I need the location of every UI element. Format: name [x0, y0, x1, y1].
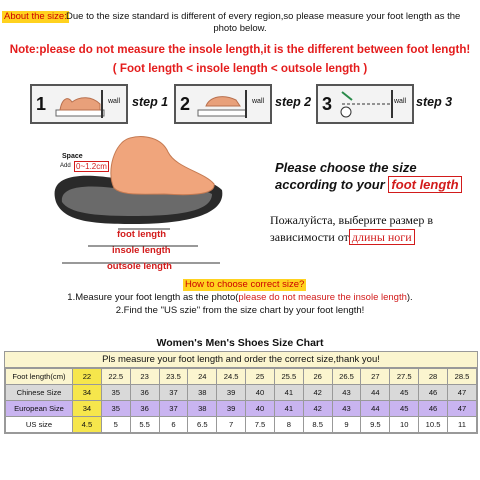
- size-chart-table: [5, 368, 477, 433]
- size-cell: 35: [101, 401, 130, 417]
- size-cell: 27.5: [390, 369, 419, 385]
- size-cell: 36: [130, 401, 159, 417]
- size-cell: 43: [332, 401, 361, 417]
- measure-step1-suffix: ).: [406, 292, 413, 303]
- size-cell: 8.5: [303, 417, 332, 433]
- measure-step1-warning: please do not measure the insole length: [238, 292, 407, 303]
- size-cell: 47: [447, 401, 476, 417]
- choose-size-subheading: [275, 177, 462, 192]
- size-row: [6, 385, 477, 401]
- size-cell: 9.5: [361, 417, 390, 433]
- ruler-measure-icon: [338, 90, 394, 118]
- size-cell: 22.5: [101, 369, 130, 385]
- size-cell: 24.5: [217, 369, 246, 385]
- size-cell: 27: [361, 369, 390, 385]
- size-cell: 25: [246, 369, 275, 385]
- size-cell: 42: [303, 385, 332, 401]
- step-3-panel: [316, 84, 414, 124]
- step-1-number: 1: [36, 94, 47, 114]
- size-row: [6, 417, 477, 433]
- size-cell: 41: [274, 385, 303, 401]
- size-cell: 10: [390, 417, 419, 433]
- size-cell: 25.5: [274, 369, 303, 385]
- size-chart: [4, 351, 478, 434]
- size-cell: 35: [101, 385, 130, 401]
- size-cell: 23.5: [159, 369, 188, 385]
- hand-marking-icon: [196, 90, 250, 118]
- size-row: [6, 369, 477, 385]
- size-cell: 38: [188, 385, 217, 401]
- size-cell: 7.5: [246, 417, 275, 433]
- size-row-header: European Size: [6, 401, 73, 417]
- step-2-panel: [174, 84, 272, 124]
- foot-length-highlight: foot length: [388, 176, 461, 193]
- size-cell: 44: [361, 401, 390, 417]
- size-cell: 8: [274, 417, 303, 433]
- size-row-header: Chinese Size: [6, 385, 73, 401]
- outsole-length-label: outsole length: [107, 261, 172, 272]
- step-3-number: 3: [322, 94, 333, 114]
- add-label: Add: [60, 163, 71, 169]
- size-cell: 38: [188, 401, 217, 417]
- size-cell: 39: [217, 401, 246, 417]
- size-cell: 6: [159, 417, 188, 433]
- size-cell: 23: [130, 369, 159, 385]
- size-cell: 47: [447, 385, 476, 401]
- size-cell: 34: [73, 401, 102, 417]
- size-cell: 39: [217, 385, 246, 401]
- size-cell: 46: [419, 385, 448, 401]
- step-2-wall-label: wall: [252, 98, 265, 105]
- size-cell: 42: [303, 401, 332, 417]
- about-size-text: Due to the size standard is different of every region,so please measure your foot length as the: [66, 11, 461, 22]
- size-row-header: US size: [6, 417, 73, 433]
- size-row-header: Foot length(cm): [6, 369, 73, 385]
- insole-warning-note: Note:please do not measure the insole length,it is the different between foot length!: [9, 43, 471, 56]
- russian-highlight: длины ноги: [349, 229, 415, 245]
- choose-size-prefix: according to your: [275, 177, 385, 192]
- size-cell: 45: [390, 385, 419, 401]
- size-cell: 4.5: [73, 417, 102, 433]
- step-1-label: step 1: [132, 95, 169, 109]
- how-to-choose-title: How to choose correct size?: [185, 279, 305, 290]
- about-size-label: About the size:: [4, 11, 67, 22]
- size-cell: 44: [361, 385, 390, 401]
- step-2-label: step 2: [275, 95, 312, 109]
- size-cell: 28.5: [447, 369, 476, 385]
- size-cell: 28: [419, 369, 448, 385]
- insole-length-label: insole length: [112, 245, 171, 256]
- size-row: [6, 401, 477, 417]
- measure-step1-prefix: 1.Measure your foot length as the photo(: [67, 292, 239, 303]
- russian-prefix: зависимости от: [270, 230, 349, 244]
- space-label: Space: [62, 153, 83, 160]
- size-cell: 11: [447, 417, 476, 433]
- step-3-wall-label: wall: [394, 98, 407, 105]
- choose-size-heading: Please choose the size: [275, 160, 417, 175]
- foot-on-paper-icon: [54, 90, 106, 118]
- size-cell: 41: [274, 401, 303, 417]
- foot-length-label: foot length: [117, 229, 167, 240]
- size-cell: 46: [419, 401, 448, 417]
- size-cell: 9: [332, 417, 361, 433]
- length-formula: ( Foot length < insole length < outsole length ): [112, 62, 368, 75]
- size-cell: 26.5: [332, 369, 361, 385]
- step-1-wall-label: wall: [108, 98, 121, 105]
- size-cell: 34: [73, 385, 102, 401]
- russian-instruction-line1: Пожалуйста, выберите размер в: [270, 213, 434, 227]
- size-cell: 7: [217, 417, 246, 433]
- size-cell: 22: [73, 369, 102, 385]
- russian-instruction-line2: [270, 230, 415, 245]
- size-chart-title: Women's Men's Shoes Size Chart: [156, 337, 324, 349]
- size-cell: 37: [159, 401, 188, 417]
- step-1-panel: [30, 84, 128, 124]
- size-cell: 40: [246, 401, 275, 417]
- about-size-text-continued: photo below.: [213, 23, 267, 34]
- size-cell: 26: [303, 369, 332, 385]
- size-cell: 36: [130, 385, 159, 401]
- add-range-label: 0~1.2cm: [76, 162, 107, 171]
- size-cell: 6.5: [188, 417, 217, 433]
- size-cell: 43: [332, 385, 361, 401]
- size-cell: 10.5: [419, 417, 448, 433]
- measure-instruction-2: 2.Find the "US szie" from the size chart by your foot length!: [115, 305, 365, 316]
- step-3-label: step 3: [416, 95, 453, 109]
- measure-instruction-1: [0, 292, 480, 303]
- size-cell: 37: [159, 385, 188, 401]
- size-chart-notice: Pls measure your foot length and order the correct size,thank you!: [5, 352, 477, 368]
- size-cell: 5.5: [130, 417, 159, 433]
- size-cell: 24: [188, 369, 217, 385]
- size-cell: 5: [101, 417, 130, 433]
- step-2-number: 2: [180, 94, 191, 114]
- size-cell: 45: [390, 401, 419, 417]
- size-cell: 40: [246, 385, 275, 401]
